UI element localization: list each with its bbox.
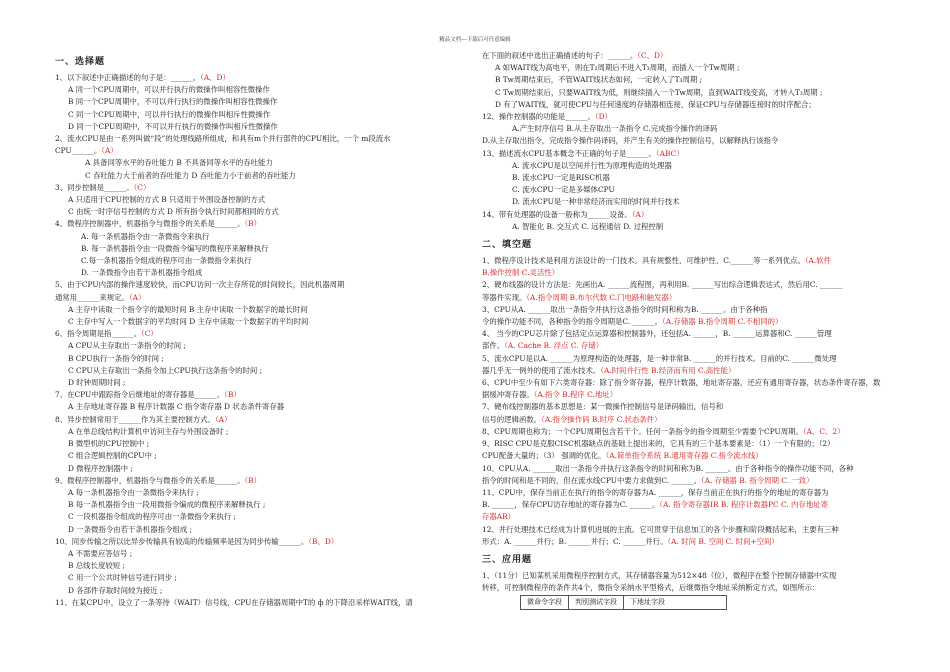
answer-text: （A.简单指令系统 B.通用寄存器 C.指令流水线） <box>605 451 763 461</box>
question-line <box>482 316 894 328</box>
line-text: A 主存中读取一个指令字的最短时间 B 主存中读取一个数据字的最长时间 <box>68 304 308 314</box>
line-text: 令的操作功能不同，各种指令的指令周期是C. ______。 <box>482 317 663 327</box>
line-text: 11、在某CPU中，设立了一条等待（WAIT）信号线，CPU在存储器周期中T的 ф 的下降沿采样WAIT线，请 <box>55 597 413 607</box>
option-line <box>55 499 473 511</box>
line-text: C CPU从主存取出一条指令加上CPU执行这条指令的时间 ; <box>68 365 263 375</box>
option-line <box>55 109 473 121</box>
option-line <box>55 365 473 377</box>
line-text: D. 流水CPU是一种非常经济而实用的时间并行技术 <box>512 197 680 207</box>
question-line <box>482 255 894 267</box>
question-line <box>482 570 894 582</box>
line-text: 2、硬布线器的设计方法是：先画出A. ______流程图，再利用B. ______写出综合逻辑表达式，然后用C. ______ <box>482 280 843 290</box>
line-text: 1、微程序设计技术是利用方法设计的一门技术。具有规整性、可维护性、C.______等一系列优点。 <box>482 256 805 266</box>
option-line <box>482 87 894 99</box>
option-line <box>55 438 473 450</box>
line-text: D 一条微指令由若干条机器指令组成 ; <box>68 524 192 534</box>
line-text: 5、流水CPU是以A. ______为原理构造的处理器，是一种非常B. ______的并行技术。目前的C. ______微处理 <box>482 353 837 363</box>
line-text: C 同一个CPU周期中，可以并行执行的微操作叫相斥性微操作 <box>68 109 271 119</box>
question-line <box>55 145 473 157</box>
question-line <box>55 133 473 145</box>
question-line <box>482 536 894 548</box>
answer-text: （B） <box>244 219 261 229</box>
answer-text: （C、D） <box>637 51 668 60</box>
line-text: 8、CPU周期也称为；一个CPU周期包含若干个。任何一条指令的指令周期至少需要个CPU周期。 <box>482 426 803 436</box>
line-text: 3、CPU从A. ______取出一条指令并执行这条指令的时间和称为B. ______。由于各种指 <box>482 304 768 314</box>
option-line <box>55 255 473 267</box>
question-line <box>482 524 894 536</box>
question-line <box>55 182 473 194</box>
answer-text: （A、D） <box>200 73 230 82</box>
option-line <box>55 96 473 108</box>
question-line <box>482 135 894 147</box>
option-line <box>55 524 473 536</box>
question-line <box>55 414 473 426</box>
question-line <box>55 279 473 291</box>
question-line <box>482 292 894 304</box>
line-text: 部件。 <box>482 341 505 351</box>
line-text: B. 流水CPU一定是RISC机器 <box>512 173 610 183</box>
answer-text: （C） <box>133 182 151 192</box>
line-text: 12、操作控制器的功能是______。 <box>482 112 595 122</box>
question-line <box>482 463 894 475</box>
line-text: 13、描述流水CPU基本概念不正确的句子是______。 <box>482 148 656 158</box>
option-line <box>482 123 894 135</box>
answer-text: （A） <box>631 209 649 219</box>
answer-text: （D） <box>594 112 612 122</box>
page-header: 精品文档---下载后可任意编辑 <box>439 37 511 43</box>
answer-text: （A） <box>128 292 146 302</box>
table-cell: 微命令字段 <box>521 596 569 610</box>
line-text: C 吞吐能力大于前者的吞吐能力 D 吞吐能力小于前者的吞吐能力 <box>85 170 296 180</box>
line-text: D 同一个CPU周期中，不可以并行执行的微操作叫相斥性微操作 <box>68 121 278 131</box>
line-text: A. 智能化 B. 交互式 C. 远程通信 D. 过程控制 <box>512 221 664 231</box>
question-line <box>482 377 894 389</box>
line-text: 在下面的叙述中选出正确描述的句子：______。 <box>482 51 638 60</box>
answer-text: （A） <box>214 414 232 424</box>
option-line <box>55 377 473 389</box>
option-line <box>55 304 473 316</box>
line-text: 信号的逻辑函数。 <box>482 414 542 424</box>
line-text: A 不需要应答信号 ; <box>68 548 133 558</box>
line-text: 10、同步传输之所以比异步传输具有较高的传输频率是因为同步传输______。 <box>55 536 309 546</box>
line-text: C. 流水CPU一定是多媒体CPU <box>512 185 615 195</box>
question-line <box>482 499 894 511</box>
line-text: D 时钟周期时间 ; <box>68 378 126 388</box>
line-text: A.产生时序信号 B.从主存取出一条指令 C.完成指令操作的译码 <box>512 124 718 134</box>
question-line <box>482 328 894 340</box>
option-line <box>55 463 473 475</box>
question-line <box>482 401 894 413</box>
section-heading: 三、应用题 <box>482 554 533 565</box>
answer-text: （B） <box>224 390 241 400</box>
question-line <box>482 438 894 450</box>
question-line <box>482 450 894 462</box>
answer-text: （A.软件 <box>804 256 832 266</box>
line-text: A. 流水CPU是以空间并行性为原理构造的处理器 <box>512 160 672 170</box>
line-text: A 只适用于CPU控制的方式 B 只适用于外围设备控制的方式 <box>68 195 266 205</box>
question-line <box>482 582 894 594</box>
option-line <box>55 548 473 560</box>
question-line <box>482 426 894 438</box>
line-text: C 由统一时序信号控制的方式 D 所有指令执行时间都相同的方式 <box>68 207 279 217</box>
line-text: 1、（11分）已知某机采用微程序控制方式，其存储器容量为512×48（位），微程序在整个控制存储器中实现 <box>482 570 837 580</box>
line-text: B. 每一条机器指令由一段微指令编写的微程序来解释执行 <box>81 243 269 253</box>
question-line <box>482 511 894 523</box>
answer-text: （A.指令周期 B.布尔代数 C.门电路和触发器） <box>526 292 677 302</box>
line-text: A 在单总线结构计算机中访问主存与外围设备时 ; <box>68 426 229 436</box>
answer-text: （ABC） <box>655 148 684 158</box>
right-column <box>482 50 894 610</box>
line-text: 7、在CPU中跟踪指令后继地址的寄存器是______。 <box>55 390 225 400</box>
option-line <box>55 243 473 255</box>
line-text: C 用一个公共时钟信号进行同步 ; <box>68 573 177 583</box>
line-text: 2、流水CPU是由一系列叫做“段”的处理线路所组成，和具有m个并行部件的CPU相比，一个 m段流水 <box>55 134 391 144</box>
line-text: 12、并行处理技术已经成为计算机进展的主流。它可贯穿于信息加工的各个步骤和阶段概括起来，主要有三种 <box>482 524 839 534</box>
line-text: 形式：A. ______并行；B. ______并行；C. ______并行。 <box>482 536 668 546</box>
line-text: 9、RISC CPU是克服CISC机器缺点的基础上提出来的，它具有的三个基本要素是：（1）一个有限的；（2） <box>482 439 835 449</box>
option-line <box>55 121 473 133</box>
option-line <box>55 170 473 182</box>
line-text: A. 每一条机器指令由一条微指令来执行 <box>81 231 210 241</box>
option-line <box>55 206 473 218</box>
question-line <box>55 292 473 304</box>
option-line <box>55 426 473 438</box>
answer-text: B.操作控制 C.灵活性） <box>482 268 559 278</box>
line-text: 3、同步控制是______。 <box>55 182 134 192</box>
line-text: 器几乎无一例外的使用了流水技术。 <box>482 365 601 375</box>
question-line <box>55 72 473 84</box>
option-line <box>55 401 473 413</box>
option-line <box>55 340 473 352</box>
option-line <box>55 194 473 206</box>
question-line <box>55 328 473 340</box>
line-text: CPU______。 <box>55 146 102 156</box>
question-line <box>55 597 473 609</box>
line-text: B 每一条机器指令由一段用微指令编成的微程序来解释执行 ; <box>68 500 266 510</box>
line-text: 6、CPU中至少有如下六类寄存器：除了指令寄存器，程序计数器，地址寄存器，还应有通用寄存器，状态条件寄存器，数 <box>482 378 881 388</box>
answer-text: （A. Cache B. 浮点 C. 存储） <box>504 341 604 351</box>
option-line <box>482 184 894 196</box>
question-line <box>482 148 894 160</box>
answer-text: （A. 存储器 B. 指令周期 C. 一致） <box>700 475 814 485</box>
line-text: A 同一个CPU周期中，可以并行执行的微操作叫相容性微操作 <box>68 85 270 95</box>
option-line <box>482 99 894 111</box>
option-line <box>55 157 473 169</box>
line-text: 11、CPU中，保存当前正在执行的指令的寄存器为A. ______，保存当前正在执行的指令的地址的寄存器为 <box>482 487 829 497</box>
line-text: D.从主存取出指令，完成指令操作码译码，并产生有关的操作控制信号，以解释执行该指令 <box>482 136 779 146</box>
answer-text: （A） <box>101 146 118 156</box>
option-line <box>55 267 473 279</box>
question-line <box>482 304 894 316</box>
line-text: B Tw周期结束后，不管WAIT线状态如何，一定转入了T₃周期 ; <box>495 75 703 85</box>
option-line <box>482 221 894 233</box>
line-text: 8、异步控制常用于______作为其主要控制方式。 <box>55 414 215 424</box>
line-text: B. ______，保存CPU访存地址的寄存器为C. ______。 <box>482 500 660 510</box>
question-line <box>55 475 473 487</box>
line-text: C 一段机器指令组成的程序可由一条微指令来执行 ; <box>68 512 237 522</box>
answer-text: （A.时间并行性 B.经济而有用 C.高性能） <box>600 365 736 375</box>
line-text: D 各部件存取时间较为接近 ; <box>68 585 163 595</box>
option-line <box>482 62 894 74</box>
answer-text: （A. 时间 B. 空间 C. 时间+空间） <box>667 536 779 546</box>
line-text: C 组合逻辑控制的CPU中 ; <box>68 451 157 461</box>
answer-text: （B） <box>244 475 261 485</box>
line-text: 转移，可控制微程序的条件共4个，微指令采纳水平型格式，后继微指令地址采纳断定方式，如图所示： <box>482 583 820 593</box>
line-text: 等器件实现。 <box>482 292 527 302</box>
line-text: CPU配备大量的；（3） 强调的优化。 <box>482 451 606 461</box>
table-cell: 下地址字段 <box>624 596 727 610</box>
option-line <box>55 572 473 584</box>
line-text: A CPU从主存取出一条指令的时间 ; <box>68 341 186 351</box>
option-line <box>55 585 473 597</box>
question-line <box>482 279 894 291</box>
answer-text: （A. 指令寄存器IR B. 程序计数器PC C. 内存地址寄 <box>659 500 828 510</box>
line-text: 4、 当今的CPU芯片除了包括定点运算器和控制器外，还包括A. ______，B. ______运算器和C. ______管理 <box>482 329 832 339</box>
question-line <box>482 267 894 279</box>
line-text: 14、带有处理器的设备一般称为______设备。 <box>482 209 632 219</box>
line-text: A 具备同等水平的吞吐能力 B 不具备同等水平的吞吐能力 <box>85 158 273 168</box>
answer-text: （C） <box>141 329 158 339</box>
option-line <box>482 74 894 86</box>
line-text: B 总线长度较短 ; <box>68 561 125 571</box>
line-text: B CPU执行一条指令的时间 ; <box>68 353 164 363</box>
line-text: 7、硬布线控制器的基本思想是：某一微操作控制信号是译码输出，信号和 <box>482 402 724 412</box>
table-row <box>521 596 727 610</box>
option-line <box>482 196 894 208</box>
section-heading: 一、选择题 <box>55 57 106 67</box>
line-text: C 主存中写入一个数据字的平均时间 D 主存中读取一个数据字的平均时间 <box>68 317 309 327</box>
question-line <box>482 414 894 426</box>
option-line <box>55 450 473 462</box>
line-text: 6、指令周期是指______。 <box>55 329 141 339</box>
answer-text: （A.指令操作码 B.时序 C.状态条件） <box>541 414 662 424</box>
line-text: D 有了WAIT线，就可使CPU与任何速度的存储器相连接，保证CPU与存储器连接时的时序配合； <box>495 99 816 109</box>
question-line <box>482 209 894 221</box>
line-text: C Tw周期结束后，只要WAIT线为低，则继续插入一个Tw周期，直到WAIT线变高，才转入T₃周期 ; <box>495 87 823 97</box>
option-line <box>55 316 473 328</box>
line-text: 通常用______来规定。 <box>55 292 129 302</box>
line-text: A 主存地址寄存器 B 程序计数器 C 指令寄存器 D 状态条件寄存器 <box>68 402 285 412</box>
question-line <box>55 536 473 548</box>
question-line <box>482 389 894 401</box>
left-column <box>55 50 473 609</box>
option-line <box>55 84 473 96</box>
answer-text: （A、C、2） <box>802 426 845 436</box>
answer-text: （A.存储器 B.指令周期 C.不相同的） <box>662 317 783 327</box>
line-text: A 每一条机器指令由一条微指令来执行 ; <box>68 487 199 497</box>
question-line <box>55 389 473 401</box>
question-line <box>482 487 894 499</box>
section-heading: 二、填空题 <box>482 240 533 251</box>
question-line <box>482 475 894 487</box>
answer-text: （A.指令 B.程序 C.地址） <box>533 390 618 400</box>
line-text: 指令的时间和是不同的，但在流水线CPU中要力求做到C. ______。 <box>482 475 701 485</box>
question-line <box>482 111 894 123</box>
line-text: B 微型机的CPU控制中 ; <box>68 439 150 449</box>
answer-text: 存器AR） <box>482 512 516 522</box>
microinstruction-format-table <box>520 595 727 610</box>
line-text: D. 一条微指令由若干条机器指令组成 <box>81 268 203 278</box>
table-cell: 判别测试字段 <box>569 596 624 610</box>
line-text: 5、由于CPU内部的操作速度较快，而CPU访问一次主存所花的时间较长，因此机器周期 <box>55 280 345 290</box>
question-line <box>482 50 894 62</box>
line-text: C.每一条机器指令组成的程序可由一条微指令来执行 <box>81 256 252 266</box>
line-text: 9、微程序控制器中，机器指令与微指令的关系是______。 <box>55 475 245 485</box>
line-text: 1、以下叙述中正确描述的句子是：______。 <box>55 73 201 82</box>
option-line <box>55 353 473 365</box>
line-text: B 同一个CPU周期中，不可以并行执行的微操作叫相容性微操作 <box>68 97 278 107</box>
line-text: 4、微程序控制器中，机器指令与微指令的关系是______。 <box>55 219 245 229</box>
question-line <box>482 365 894 377</box>
option-line <box>55 487 473 499</box>
question-line <box>55 218 473 230</box>
option-line <box>55 511 473 523</box>
option-line <box>55 231 473 243</box>
question-line <box>482 353 894 365</box>
question-line <box>482 340 894 352</box>
line-text: D 微程序控制器中 ; <box>68 463 133 473</box>
option-line <box>482 160 894 172</box>
line-text: 据缓冲寄存器。 <box>482 390 534 400</box>
line-text: 10、CPU从A. ______取出一条指令并执行这条指令的时间和称为B. ______。由于各种指令的操作功能不同，各种 <box>482 463 854 473</box>
answer-text: （B、D） <box>308 536 339 546</box>
option-line <box>482 172 894 184</box>
line-text: A 如WAIT线为高电平，则在T₂周期后不进入T₃周期，而插入一个Tw周期 ; <box>495 63 740 73</box>
option-line <box>55 560 473 572</box>
